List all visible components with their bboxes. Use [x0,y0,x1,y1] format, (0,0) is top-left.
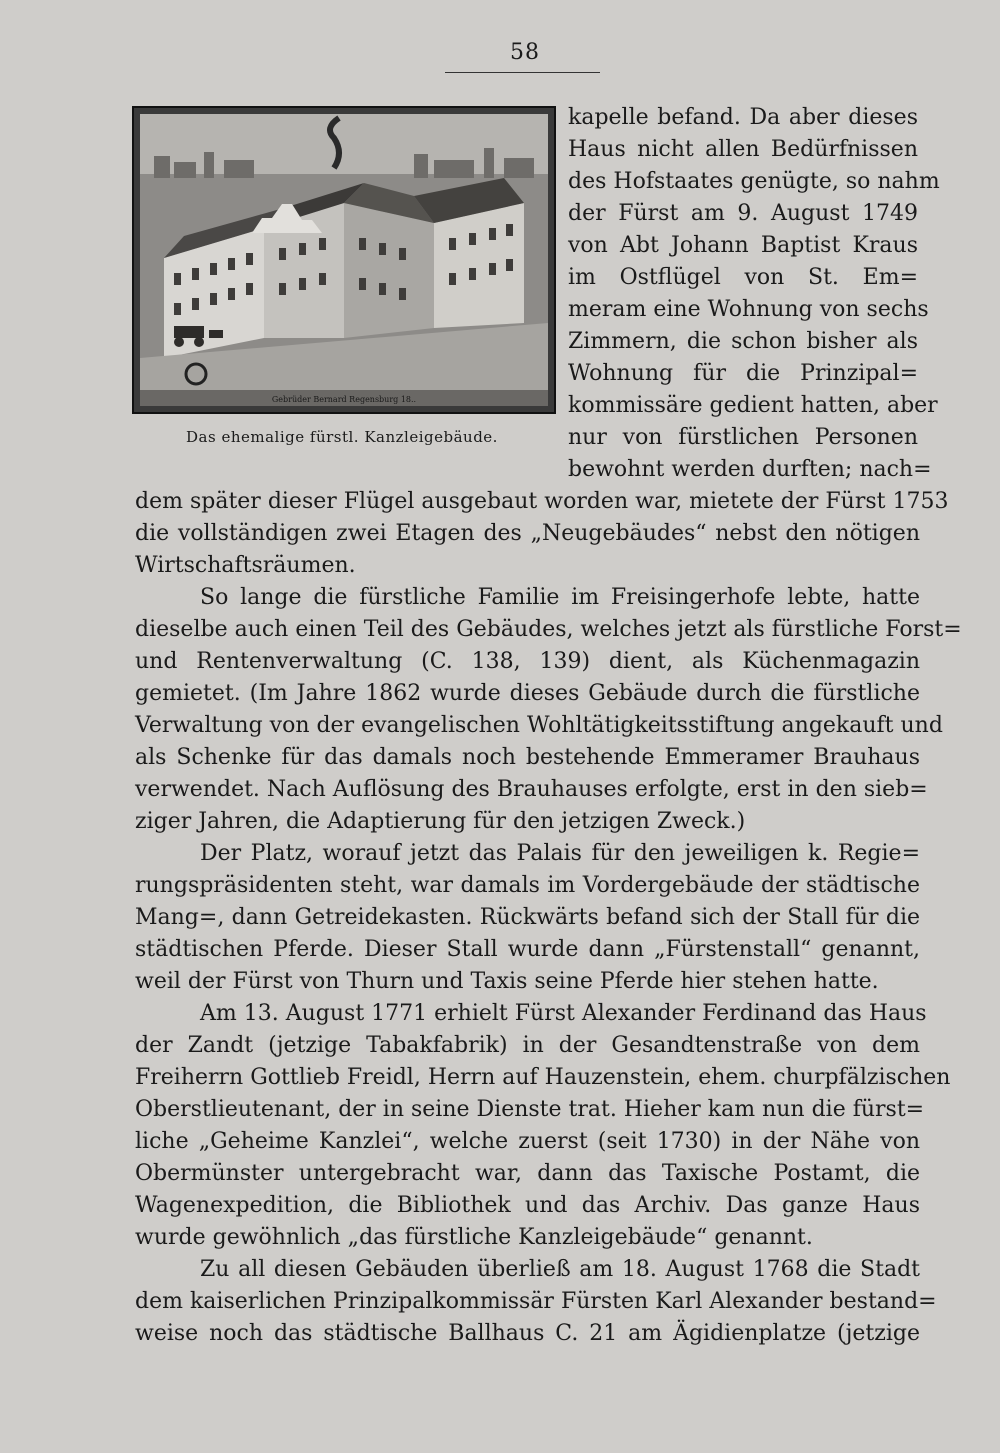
text-line: nur von fürstlichen Personen [568,425,918,450]
text-line: kommissäre gedient hatten, aber [568,393,938,418]
text-line: Haus nicht allen Bedürfnissen [568,137,918,162]
text-line: Am 13. August 1771 erhielt Fürst Alexander Ferdinand das Haus [200,1001,927,1026]
text-line: von Abt Johann Baptist Kraus [568,233,918,258]
text-line: dem kaiserlichen Prinzipalkommissär Fürsten Karl Alexander bestand= [135,1289,937,1314]
text-line: die vollständigen zwei Etagen des „Neugebäudes“ nebst den nötigen [135,521,920,546]
text-line: meram eine Wohnung von sechs [568,297,929,322]
text-line: wurde gewöhnlich „das fürstliche Kanzleigebäude“ genannt. [135,1225,813,1250]
engraving-inscription: Gebrüder Bernard Regensburg 18.. [271,395,417,404]
text-line: Verwaltung von der evangelischen Wohltätigkeitsstiftung angekauft und [135,713,943,738]
text-line: städtischen Pferde. Dieser Stall wurde dann „Fürstenstall“ genannt, [135,937,920,962]
text-line: als Schenke für das damals noch bestehende Emmeramer Brauhaus [135,745,920,770]
text-line: rungspräsidenten steht, war damals im Vordergebäude der städtische [135,873,920,898]
text-line: So lange die fürstliche Familie im Freisingerhofe lebte, hatte [200,585,920,610]
header-rule [445,72,600,73]
text-line: Wohnung für die Prinzipal= [568,361,918,386]
text-line: Der Platz, worauf jetzt das Palais für den jeweiligen k. Regie= [200,841,920,866]
text-line: gemietet. (Im Jahre 1862 wurde dieses Gebäude durch die fürstliche [135,681,920,706]
figure-caption: Das ehemalige fürstl. Kanzleigebäude. [186,428,498,446]
text-line: dieselbe auch einen Teil des Gebäudes, welches jetzt als fürstliche Forst= [135,617,962,642]
text-line: im Ostflügel von St. Em= [568,265,918,290]
text-line: Zu all diesen Gebäuden überließ am 18. August 1768 die Stadt [200,1257,920,1282]
text-line: liche „Geheime Kanzlei“, welche zuerst (seit 1730) in der Nähe von [135,1129,920,1154]
engraving-figure [132,106,556,414]
text-line: des Hofstaates genügte, so nahm [568,169,940,194]
text-line: Obermünster untergebracht war, dann das Taxische Postamt, die [135,1161,920,1186]
text-line: Wirtschaftsräumen. [135,553,356,578]
text-line: der Fürst am 9. August 1749 [568,201,918,226]
building-engraving-illustration [134,108,554,412]
text-line: Freiherrn Gottlieb Freidl, Herrn auf Hauzenstein, ehem. churpfälzischen [135,1065,951,1090]
text-line: Oberstlieutenant, der in seine Dienste trat. Hieher kam nun die fürst= [135,1097,925,1122]
page-number: 58 [510,40,540,65]
text-line: ziger Jahren, die Adaptierung für den jetzigen Zweck.) [135,809,746,834]
text-line: der Zandt (jetzige Tabakfabrik) in der Gesandtenstraße von dem [135,1033,920,1058]
text-line: weise noch das städtische Ballhaus C. 21 am Ägidienplatze (jetzige [135,1321,920,1346]
text-line: weil der Fürst von Thurn und Taxis seine Pferde hier stehen hatte. [135,969,879,994]
text-line: verwendet. Nach Auflösung des Brauhauses erfolgte, erst in den sieb= [135,777,928,802]
text-line: Zimmern, die schon bisher als [568,329,918,354]
text-line: und Rentenverwaltung (C. 138, 139) dient, als Küchenmagazin [135,649,920,674]
text-line: bewohnt werden durften; nach= [568,457,932,482]
text-line: kapelle befand. Da aber dieses [568,105,918,130]
text-line: dem später dieser Flügel ausgebaut worden war, mietete der Fürst 1753 [135,489,949,514]
text-line: Mang=, dann Getreidekasten. Rückwärts befand sich der Stall für die [135,905,920,930]
text-line: Wagenexpedition, die Bibliothek und das Archiv. Das ganze Haus [135,1193,920,1218]
